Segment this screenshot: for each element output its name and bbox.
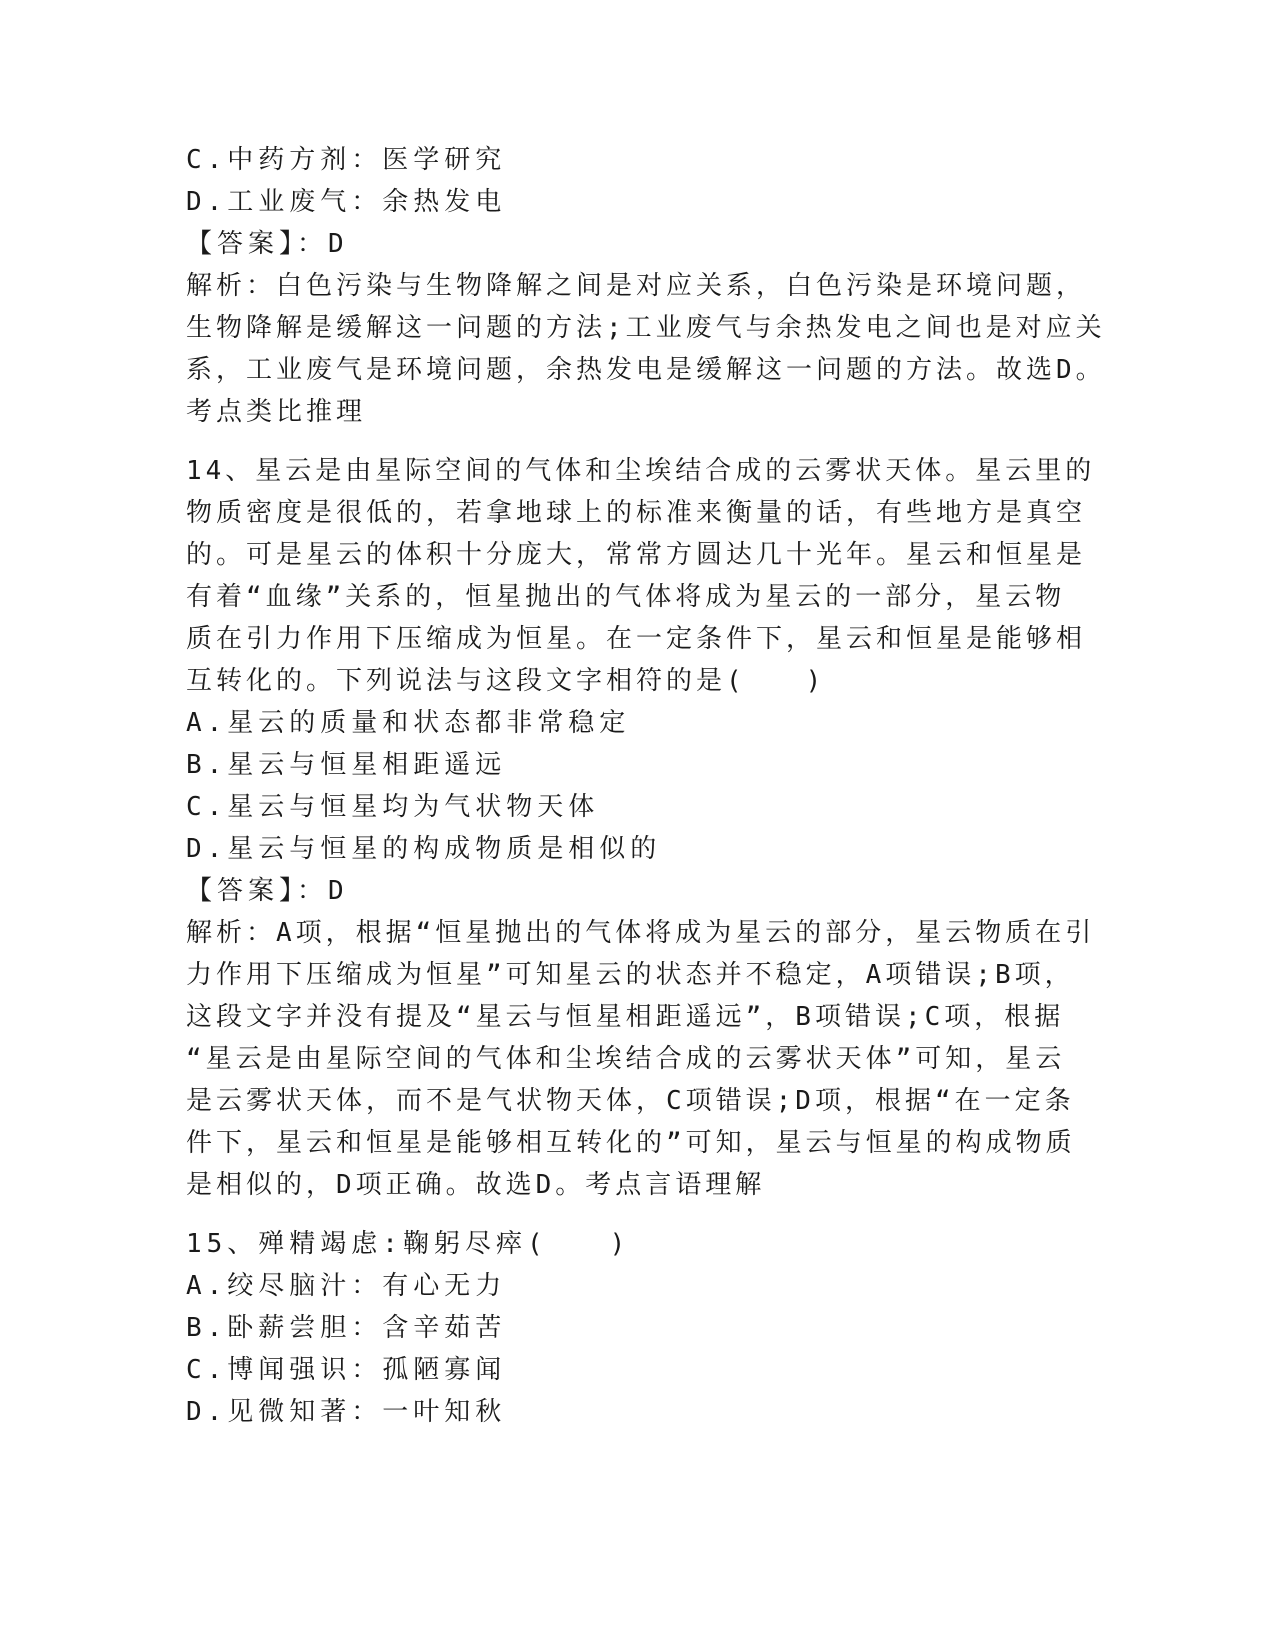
q14-analysis-line: 是云雾状天体，而不是气状物天体，C项错误;D项，根据“在一定条: [186, 1086, 1075, 1116]
q14-stem-line: 14、星云是由星际空间的气体和尘埃结合成的云雾状天体。星云里的: [186, 456, 1096, 486]
q13-option-c: C.中药方剂：医学研究: [186, 145, 507, 175]
q14-answer: 【答案】：D: [186, 876, 349, 906]
q15-option-a: A.绞尽脑汁：有心无力: [186, 1271, 507, 1301]
q15-option-b: B.卧薪尝胆：含辛茹苦: [186, 1313, 507, 1343]
q13-analysis-line: 考点类比推理: [186, 397, 367, 427]
q13-analysis-line: 系，工业废气是环境问题，余热发电是缓解这一问题的方法。故选D。: [186, 355, 1106, 385]
q15-option-d: D.见微知著：一叶知秋: [186, 1397, 507, 1427]
q14-analysis-line: 件下，星云和恒星是能够相互转化的”可知，星云与恒星的构成物质: [186, 1128, 1076, 1158]
q14-analysis-line: 是相似的，D项正确。故选D。考点言语理解: [186, 1170, 766, 1200]
q13-option-d: D.工业废气：余热发电: [186, 187, 507, 217]
q14-analysis-line: 解析：A项，根据“恒星抛出的气体将成为星云的部分，星云物质在引: [186, 918, 1096, 948]
q13-analysis-line: 解析：白色污染与生物降解之间是对应关系，白色污染是环境问题，: [186, 271, 1087, 301]
q14-analysis-line: 这段文字并没有提及“星云与恒星相距遥远”，B项错误;C项，根据: [186, 1002, 1065, 1032]
q14-stem-line: 物质密度是很低的，若拿地球上的标准来衡量的话，有些地方是真空: [186, 498, 1087, 528]
q14-option-b: B.星云与恒星相距遥远: [186, 750, 507, 780]
q14-stem-line: 有着“血缘”关系的，恒星抛出的气体将成为星云的一部分，星云物: [186, 582, 1066, 612]
q15-stem: 15、殚精竭虑:鞠躬尽瘁( ): [186, 1229, 631, 1259]
q13-answer: 【答案】：D: [186, 229, 349, 259]
q14-analysis-line: “星云是由星际空间的气体和尘埃结合成的云雾状天体”可知，星云: [186, 1044, 1066, 1074]
q14-stem-line: 质在引力作用下压缩成为恒星。在一定条件下，星云和恒星是能够相: [186, 624, 1087, 654]
q13-analysis-line: 生物降解是缓解这一问题的方法;工业废气与余热发电之间也是对应关: [186, 313, 1106, 343]
q14-option-d: D.星云与恒星的构成物质是相似的: [186, 834, 662, 864]
q14-analysis-line: 力作用下压缩成为恒星”可知星云的状态并不稳定，A项错误;B项，: [186, 960, 1075, 990]
q15-option-c: C.博闻强识：孤陋寡闻: [186, 1355, 507, 1385]
q14-stem-line: 互转化的。下列说法与这段文字相符的是( ): [186, 666, 826, 696]
q14-option-c: C.星云与恒星均为气状物天体: [186, 792, 600, 822]
q14-stem-line: 的。可是星云的体积十分庞大，常常方圆达几十光年。星云和恒星是: [186, 540, 1087, 570]
q14-option-a: A.星云的质量和状态都非常稳定: [186, 708, 631, 738]
